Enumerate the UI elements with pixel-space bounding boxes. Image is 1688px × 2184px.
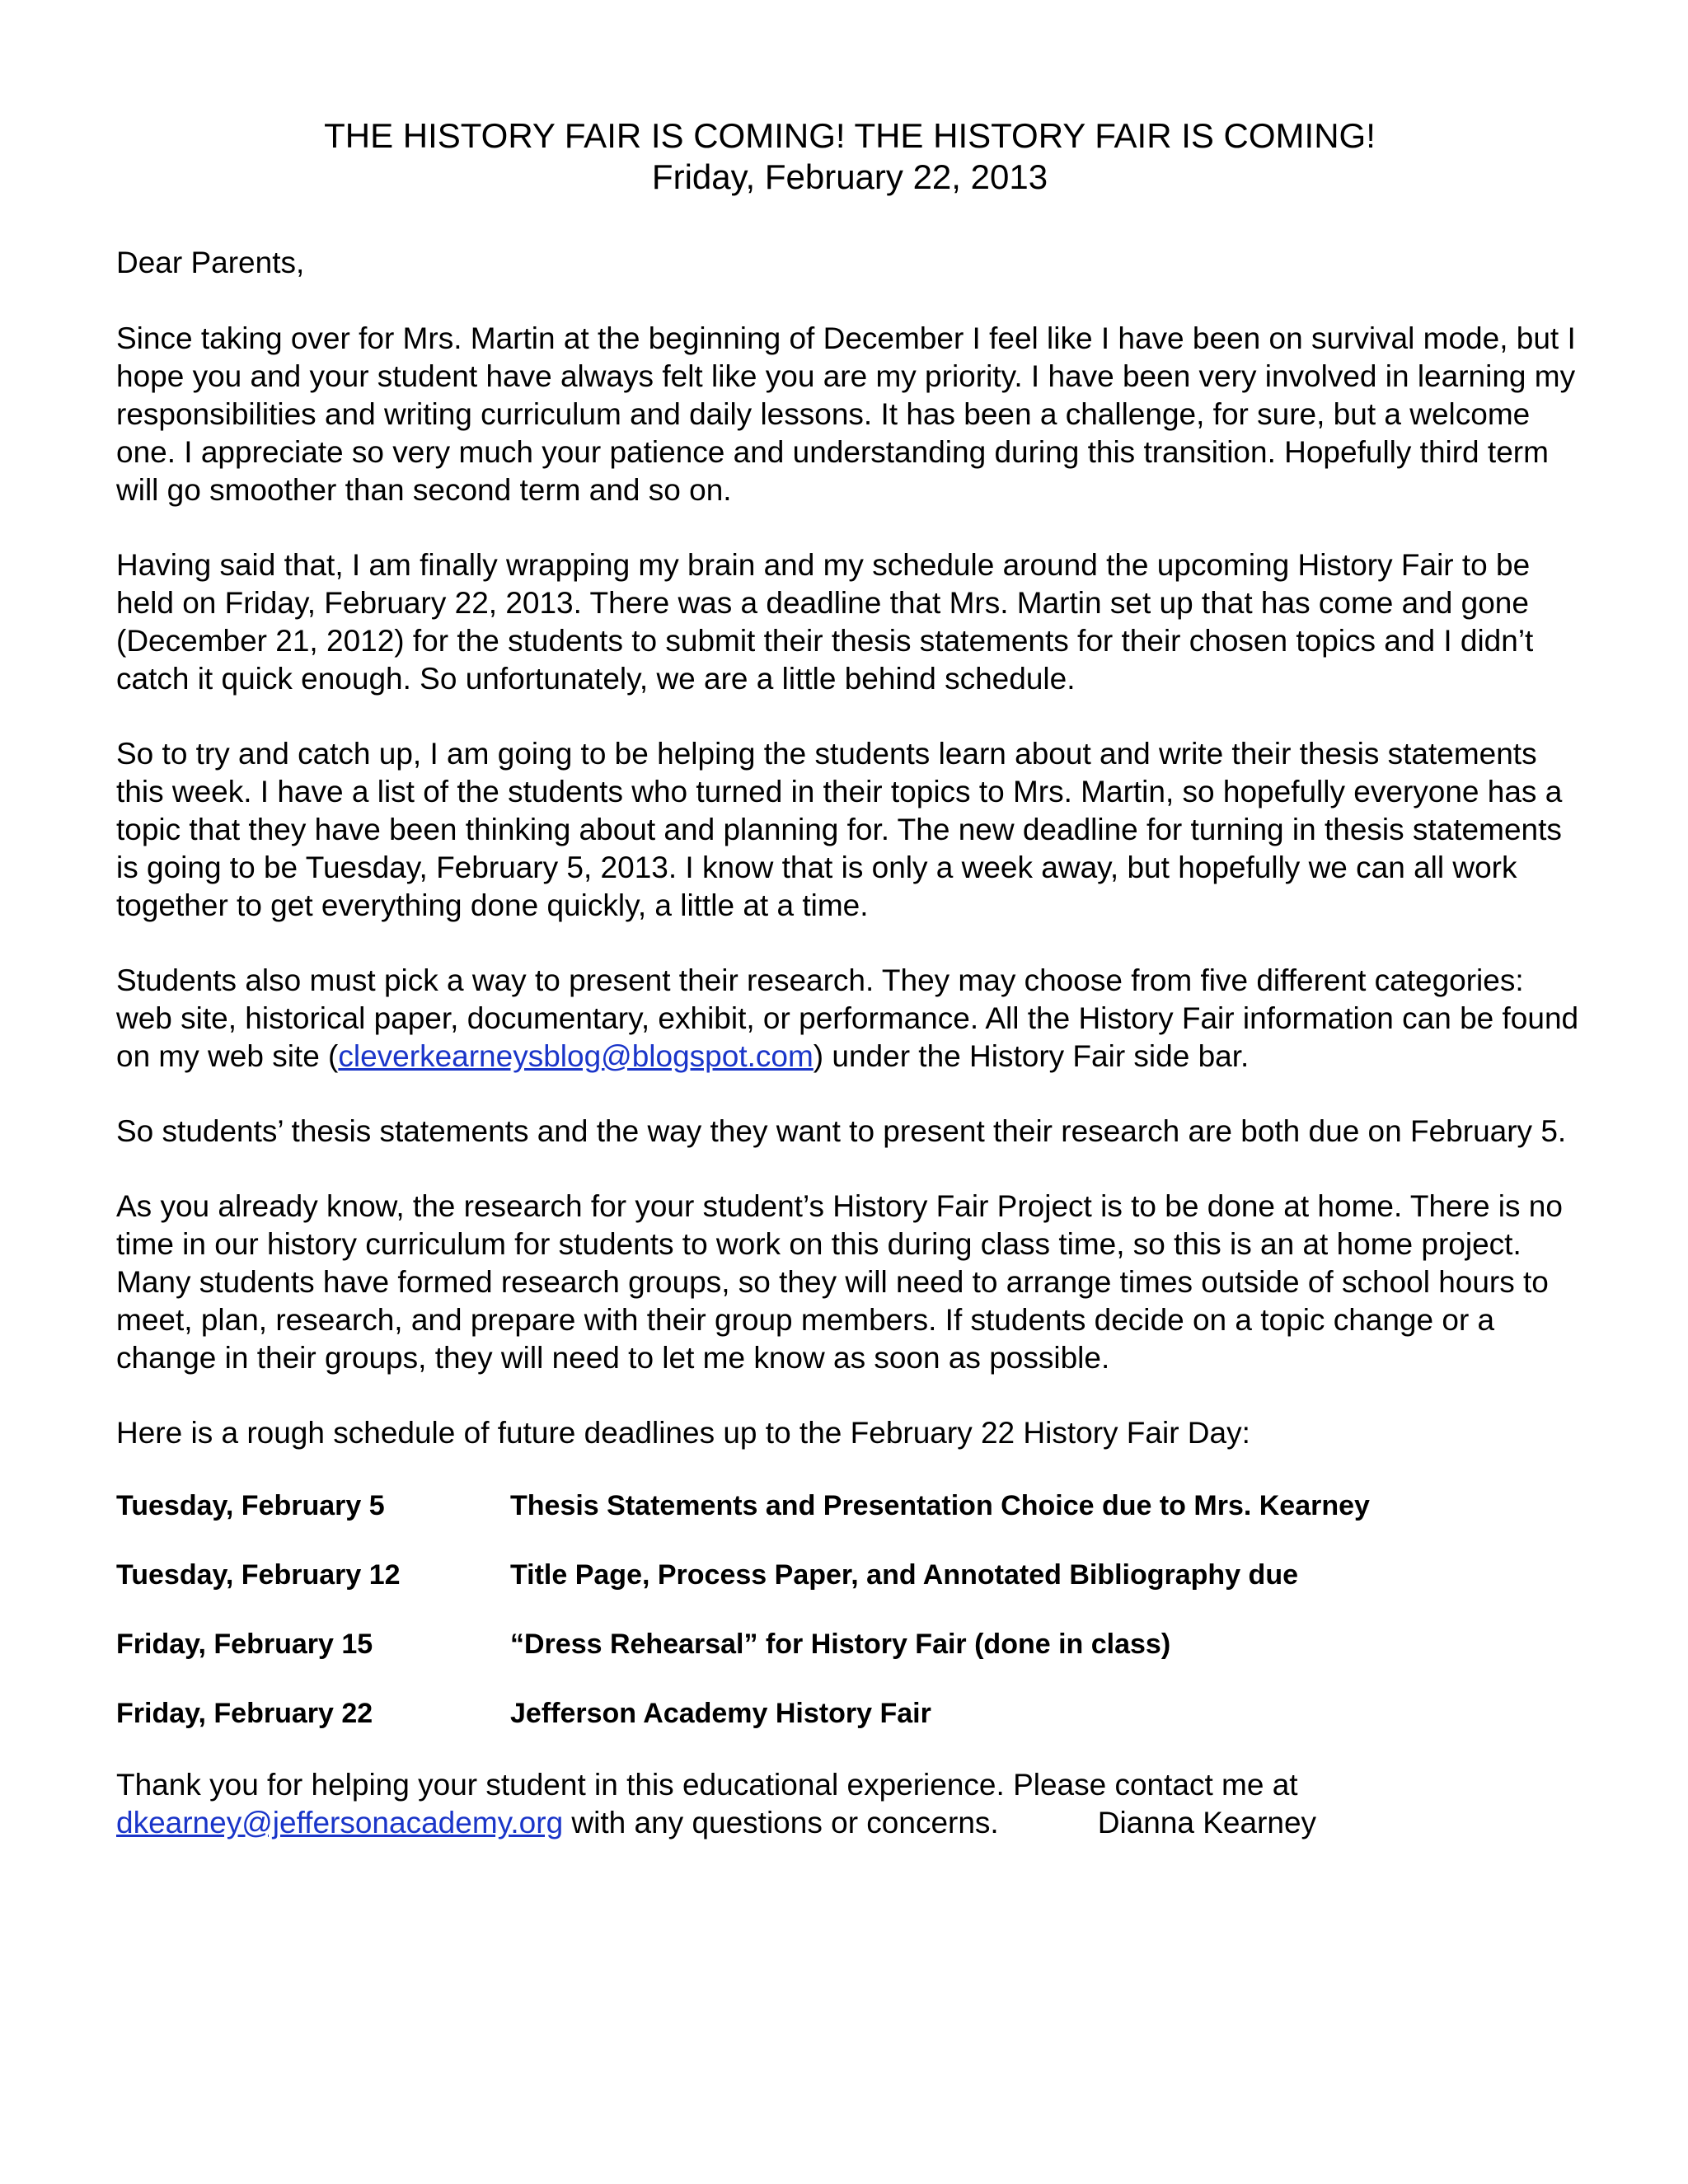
signature: Dianna Kearney bbox=[1097, 1806, 1317, 1840]
schedule-row bbox=[116, 1697, 1583, 1730]
paragraph-schedule-intro: Here is a rough schedule of future deadlines up to the February 22 History Fair Day: bbox=[116, 1416, 1250, 1450]
paragraph-categories-text-after: ) under the History Fair side bar. bbox=[813, 1039, 1250, 1073]
schedule-date: Friday, February 22 bbox=[116, 1698, 373, 1729]
email-link[interactable]: dkearney@jeffersonacademy.org bbox=[116, 1806, 564, 1840]
closing-paragraph bbox=[116, 1766, 1583, 1842]
schedule-date: Tuesday, February 12 bbox=[116, 1559, 401, 1591]
paragraph-intro: Since taking over for Mrs. Martin at the beginning of December I feel like I have been on survival mode, but I hope you and your student have always felt like you are my priority. I have been very involved in learning my responsibilities and writing curriculum and daily lessons. It has been a challenge, for sure, but a welcome one. I appreciate so very much your patience and understanding during this transition. Hopefully third term will go smoother than second term and so on. bbox=[116, 321, 1576, 507]
salutation: Dear Parents, bbox=[116, 246, 305, 279]
closing-text-continued: with any questions or concerns. bbox=[563, 1806, 999, 1840]
schedule-row bbox=[116, 1489, 1583, 1522]
paragraph-categories bbox=[116, 962, 1583, 1076]
page-title: THE HISTORY FAIR IS COMING! THE HISTORY FAIR IS COMING! bbox=[324, 116, 1376, 155]
paragraph-due-date: So students’ thesis statements and the way they want to present their research are both due on February 5. bbox=[116, 1114, 1567, 1148]
schedule-date: Tuesday, February 5 bbox=[116, 1490, 385, 1521]
deadline-schedule bbox=[116, 1489, 1583, 1730]
schedule-row bbox=[116, 1628, 1583, 1661]
schedule-row bbox=[116, 1558, 1583, 1591]
schedule-description: Thesis Statements and Presentation Choice due to Mrs. Kearney bbox=[510, 1490, 1370, 1521]
schedule-date: Friday, February 15 bbox=[116, 1629, 373, 1660]
schedule-description: Title Page, Process Paper, and Annotated Bibliography due bbox=[510, 1559, 1299, 1591]
paragraph-catch-up: So to try and catch up, I am going to be helping the students learn about and write their thesis statements this week. I have a list of the students who turned in their topics to Mrs. Martin, so hopefully everyone has a topic that they have been thinking about and planning for. The new deadline for turning in thesis statements is going to be Tuesday, February 5, 2013. I know that is only a week away, but hopefully we can all work together to get everything done quickly, a little at a time. bbox=[116, 737, 1563, 922]
letter-page bbox=[116, 115, 1583, 1842]
blog-link[interactable]: cleverkearneysblog@blogspot.com bbox=[338, 1039, 814, 1073]
schedule-description: Jefferson Academy History Fair bbox=[510, 1698, 931, 1729]
paragraph-deadline: Having said that, I am finally wrapping my brain and my schedule around the upcoming History Fair to be held on Friday, February 22, 2013. There was a deadline that Mrs. Martin set up that has come and gone (December 21, 2012) for the students to submit their thesis statements for their chosen topics and I didn’t catch it quick enough. So unfortunately, we are a little behind schedule. bbox=[116, 548, 1534, 696]
event-date: Friday, February 22, 2013 bbox=[651, 157, 1048, 196]
closing-text: Thank you for helping your student in this educational experience. Please contact me at bbox=[116, 1768, 1298, 1802]
schedule-description: “Dress Rehearsal” for History Fair (done in class) bbox=[510, 1629, 1171, 1660]
paragraph-home-project: As you already know, the research for your student’s History Fair Project is to be done at home. There is no time in our history curriculum for students to work on this during class time, so this is an at home project. Many students have formed research groups, so they will need to arrange times outside of school hours to meet, plan, research, and prepare with their group members. If students decide on a topic change or a change in their groups, they will need to let me know as soon as possible. bbox=[116, 1189, 1563, 1375]
paragraph-categories-text-before: Students also must pick a way to present their research. They may choose from five different categories: web site, historical paper, documentary, exhibit, or performance. All the History Fair information can be found on my web site ( bbox=[116, 963, 1579, 1073]
